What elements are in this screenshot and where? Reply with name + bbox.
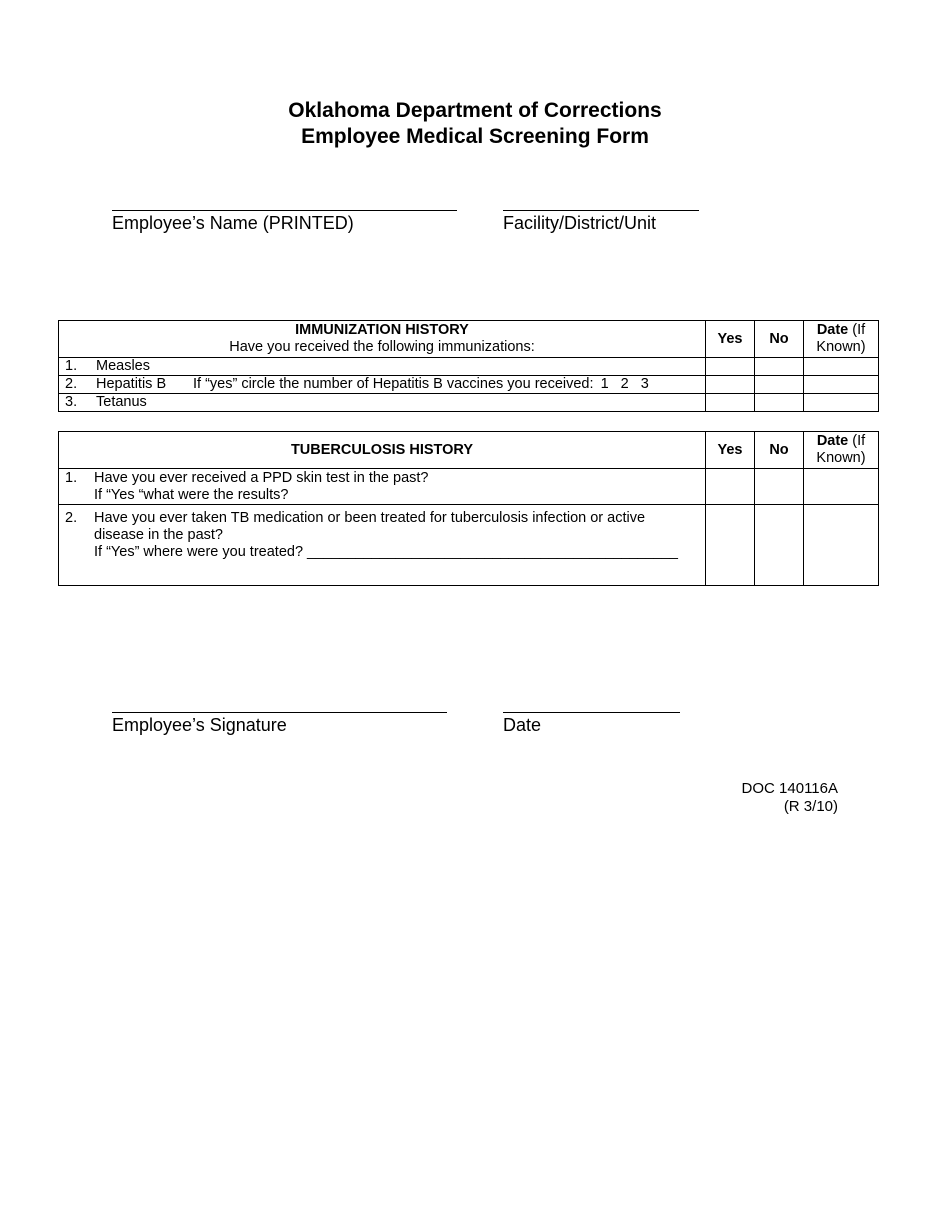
immunization-col-date-bold: Date bbox=[816, 322, 849, 338]
immunization-table bbox=[58, 320, 879, 412]
tb-question-1 bbox=[59, 469, 706, 505]
tuberculosis-col-yes: Yes bbox=[706, 432, 755, 469]
immunization-row-measles bbox=[59, 358, 706, 376]
tetanus-no-cell[interactable] bbox=[755, 394, 804, 412]
facility-label: Facility/District/Unit bbox=[503, 213, 657, 233]
hepatitis-option-3[interactable]: 3 bbox=[640, 376, 649, 392]
tb-q2-no-cell[interactable] bbox=[755, 505, 804, 586]
measles-yes-cell[interactable] bbox=[706, 358, 755, 376]
table-row bbox=[59, 358, 879, 376]
immunization-header-row bbox=[59, 321, 879, 358]
tb-question-1-followup: If “Yes “what were the results? bbox=[94, 487, 289, 503]
tb-question-2 bbox=[59, 505, 706, 586]
doc-revision: (R 3/10) bbox=[783, 798, 838, 815]
tuberculosis-col-date-rest: (If Known) bbox=[816, 433, 866, 466]
table-row bbox=[59, 469, 879, 505]
table-row bbox=[59, 505, 879, 586]
signature-label: Employee’s Signature bbox=[112, 715, 287, 735]
row-number: 1. bbox=[65, 358, 78, 374]
tb-q1-no-cell[interactable] bbox=[755, 469, 804, 505]
hepatitis-yes-cell[interactable] bbox=[706, 376, 755, 394]
tb-q1-yes-cell[interactable] bbox=[706, 469, 755, 505]
immunization-subtitle: Have you received the following immunizations: bbox=[229, 339, 535, 355]
tuberculosis-title: TUBERCULOSIS HISTORY bbox=[59, 432, 706, 469]
hepatitis-option-1[interactable]: 1 bbox=[600, 376, 609, 392]
signature-line[interactable] bbox=[112, 712, 447, 713]
tetanus-yes-cell[interactable] bbox=[706, 394, 755, 412]
table-row bbox=[59, 394, 879, 412]
measles-date-cell[interactable] bbox=[804, 358, 879, 376]
tuberculosis-col-no: No bbox=[755, 432, 804, 469]
tb-question-1-text: Have you ever received a PPD skin test in the past? bbox=[94, 470, 429, 486]
row-number: 2. bbox=[65, 510, 78, 526]
row-number: 1. bbox=[65, 470, 78, 486]
immunization-col-date-rest: (If Known) bbox=[816, 322, 866, 355]
immunization-title: IMMUNIZATION HISTORY bbox=[295, 322, 469, 338]
tuberculosis-header-row bbox=[59, 432, 879, 469]
table-row bbox=[59, 376, 879, 394]
immunization-row-hepatitis bbox=[59, 376, 706, 394]
date-line[interactable] bbox=[503, 712, 680, 713]
form-title-line2: Employee Medical Screening Form bbox=[301, 125, 649, 148]
doc-number: DOC 140116A bbox=[741, 780, 838, 797]
row-vaccine-name: Tetanus bbox=[96, 394, 147, 410]
tb-q2-yes-cell[interactable] bbox=[706, 505, 755, 586]
immunization-col-date bbox=[804, 321, 879, 358]
employee-name-label: Employee’s Name (PRINTED) bbox=[112, 213, 354, 233]
tuberculosis-col-date bbox=[804, 432, 879, 469]
row-number: 3. bbox=[65, 394, 78, 410]
hepatitis-option-2[interactable]: 2 bbox=[620, 376, 629, 392]
form-title-line1: Oklahoma Department of Corrections bbox=[288, 99, 662, 122]
date-label: Date bbox=[503, 715, 542, 735]
hepatitis-no-cell[interactable] bbox=[755, 376, 804, 394]
row-vaccine-name: Measles bbox=[96, 358, 150, 374]
tb-question-2-text: Have you ever taken TB medication or been treated for tuberculosis infection or active disease in the past? bbox=[94, 510, 646, 543]
tuberculosis-col-date-bold: Date bbox=[816, 433, 849, 449]
immunization-row-tetanus bbox=[59, 394, 706, 412]
row-vaccine-name: Hepatitis B bbox=[96, 376, 167, 392]
immunization-header-cell bbox=[59, 321, 706, 358]
employee-name-line[interactable] bbox=[112, 210, 457, 211]
row-number: 2. bbox=[65, 376, 78, 392]
tb-question-2-followup: If “Yes” where were you treated? ______________________________________________ bbox=[94, 544, 679, 560]
hepatitis-date-cell[interactable] bbox=[804, 376, 879, 394]
tb-q2-date-cell[interactable] bbox=[804, 505, 879, 586]
tetanus-date-cell[interactable] bbox=[804, 394, 879, 412]
immunization-col-yes: Yes bbox=[706, 321, 755, 358]
immunization-col-no: No bbox=[755, 321, 804, 358]
facility-line[interactable] bbox=[503, 210, 699, 211]
measles-no-cell[interactable] bbox=[755, 358, 804, 376]
tb-q1-date-cell[interactable] bbox=[804, 469, 879, 505]
hepatitis-note: If “yes” circle the number of Hepatitis B vaccines you received: bbox=[193, 376, 594, 392]
tuberculosis-table bbox=[58, 431, 879, 586]
